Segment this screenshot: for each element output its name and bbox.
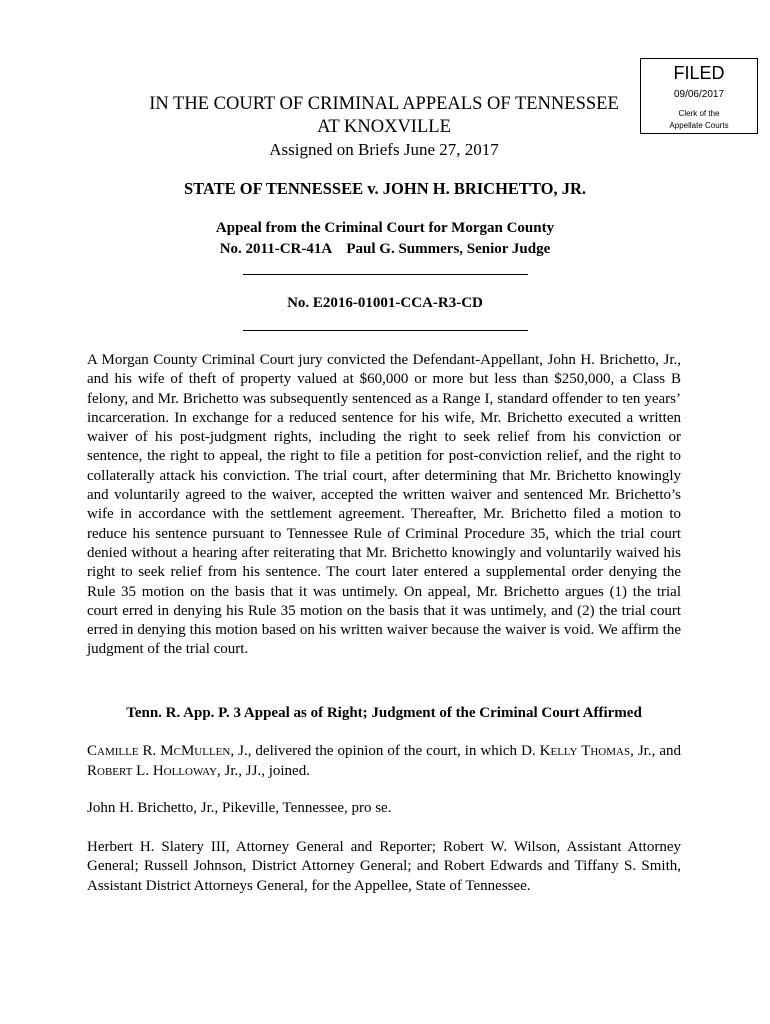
stamp-title: FILED: [673, 63, 725, 83]
case-caption: STATE OF TENNESSEE v. JOHN H. BRICHETTO, JR.: [183, 179, 587, 198]
divider-top: [243, 274, 528, 275]
trial-case-and-judge: No. 2011-CR-41A Paul G. Summers, Senior Judge: [219, 241, 551, 257]
joining-judge-1: D. Kelly Thomas: [521, 743, 631, 759]
stamp-clerk-line: Clerk of the: [678, 109, 720, 118]
joining-judge-2: Robert L. Holloway: [87, 762, 218, 779]
opinion-text-2: , Jr., and: [630, 743, 681, 759]
authoring-judge: Camille R. McMullen: [87, 743, 231, 759]
appellant-counsel: John H. Brichetto, Jr., Pikeville, Tennessee, pro se.: [87, 800, 392, 816]
opinion-text-1: , J., delivered the opinion of the court, in which: [230, 743, 522, 759]
stamp-court-line: Appellate Courts: [669, 121, 729, 130]
holding: Tenn. R. App. P. 3 Appeal as of Right; Judgment of the Criminal Court Affirmed: [126, 705, 642, 721]
court-location: AT KNOXVILLE: [317, 117, 451, 137]
opinion-text-3: , Jr., JJ., joined.: [217, 762, 310, 779]
appellee-counsel: Herbert H. Slatery III, Attorney General and Reporter; Robert W. Wilson, Assistant Attorney General; Russell Johnson, District Attorney General; and Robert Edwards and Tiffany S. Smith, Assistant District Attorneys General, for the Appellee, State of Tennessee.: [87, 839, 681, 894]
assigned-date: Assigned on Briefs June 27, 2017: [269, 140, 499, 159]
stamp-date: 09/06/2017: [673, 89, 725, 100]
divider-bottom: [243, 330, 528, 331]
filed-stamp: [640, 58, 758, 134]
court-name: IN THE COURT OF CRIMINAL APPEALS OF TENNESSEE: [149, 94, 619, 114]
docket-number: No. E2016-01001-CCA-R3-CD: [287, 295, 483, 311]
appeal-from: Appeal from the Criminal Court for Morgan County: [215, 220, 555, 236]
opinion-authorship: [87, 742, 681, 781]
case-summary: A Morgan County Criminal Court jury convicted the Defendant-Appellant, John H. Brichetto, Jr., and his wife of theft of property valued at $60,000 or more but less than $250,000, a Class B felony, and Mr. Brichetto was subsequently sentenced as a Range I, standard offender to ten years’ incarceration. In exchange for a reduced sentence for his wife, Mr. Brichetto executed a written waiver of his post-judgment rights, including the right to seek relief from his conviction or sentence, the right to appeal, the right to file a petition for post-conviction relief, and the right to collaterally attack his conviction. The trial court, after determining that Mr. Brichetto knowingly and voluntarily agreed to the waiver, accepted the written waiver and sentenced Mr. Brichetto’s wife in accordance with the settlement agreement. Thereafter, Mr. Brichetto filed a motion to reduce his sentence pursuant to Tennessee Rule of Criminal Procedure 35, which the trial court denied without a hearing after reiterating that Mr. Brichetto knowingly and voluntarily waived his right to seek relief from his sentence. The court later entered a supplemental order denying the Rule 35 motion on the basis that it was untimely. On appeal, Mr. Brichetto argues (1) the trial court erred in denying his Rule 35 motion on the basis that it was untimely, and (2) the trial court erred in denying this motion based on his written waiver because the waiver is void. We affirm the judgment of the trial court.: [87, 352, 681, 658]
